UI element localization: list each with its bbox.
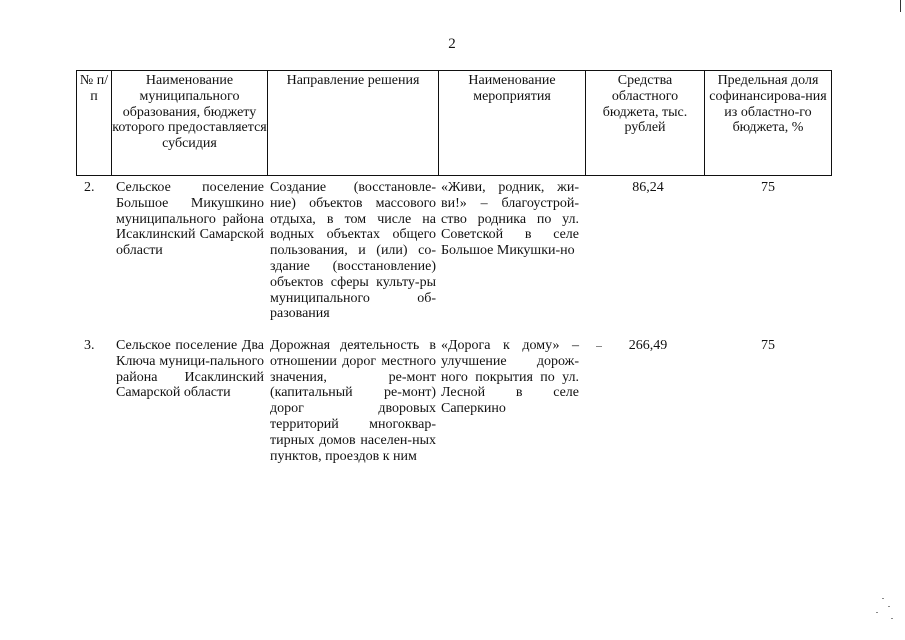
row-share: 75	[761, 338, 775, 353]
row-direction: Дорожная деятельность в отношении дорог местного значения, ре-монт (капитальный ре-монт) дорог дворовых территорий многоквар-тирных домов населен-ных пунктов, проездов к ним	[270, 338, 436, 464]
scan-speck	[891, 618, 893, 619]
header-municipality: Наименование муниципального образования, бюджету которого предоставляется субсидия	[111, 70, 268, 176]
header-funds: Средства областного бюджета, тыс. рублей	[585, 70, 705, 176]
header-divider	[76, 175, 832, 176]
row-number: 2.	[84, 180, 95, 195]
header-share: Предельная доля софинансирова-ния из областно-го бюджета, %	[704, 70, 832, 176]
row-municipality: Сельское поселение Большое Микушкино муниципального района Исаклинский Самарской области	[116, 180, 264, 259]
header-event: Наименование мероприятия	[438, 70, 586, 176]
scan-speck	[596, 346, 602, 347]
row-event: «Живи, родник, жи-ви!» – благоустрой-ство родника по ул. Советской в селе Большое Микушки-но	[441, 180, 579, 259]
scan-speck	[888, 606, 890, 607]
header-direction: Направление решения	[267, 70, 439, 176]
row-event: «Дорога к дому» – улучшение дорож-ного покрытия по ул. Лесной в селе Саперкино	[441, 338, 579, 417]
scan-speck	[876, 612, 878, 613]
row-share: 75	[761, 180, 775, 195]
page-number: 2	[448, 36, 456, 52]
header-number: № п/п	[76, 70, 112, 176]
row-funds: 86,24	[632, 180, 664, 195]
row-funds: 266,49	[628, 338, 668, 353]
scan-edge-mark	[900, 0, 901, 12]
row-number: 3.	[84, 338, 95, 353]
row-direction: Создание (восстановле-ние) объектов массового отдыха, в том числе на водных объектах общего пользования, и (или) со-здание (восстановление) объектов сферы культу-ры муниципального об-разования	[270, 180, 436, 322]
scan-speck	[882, 598, 884, 599]
row-municipality: Сельское поселение Два Ключа муници-пального района Исаклинский Самарской области	[116, 338, 264, 401]
